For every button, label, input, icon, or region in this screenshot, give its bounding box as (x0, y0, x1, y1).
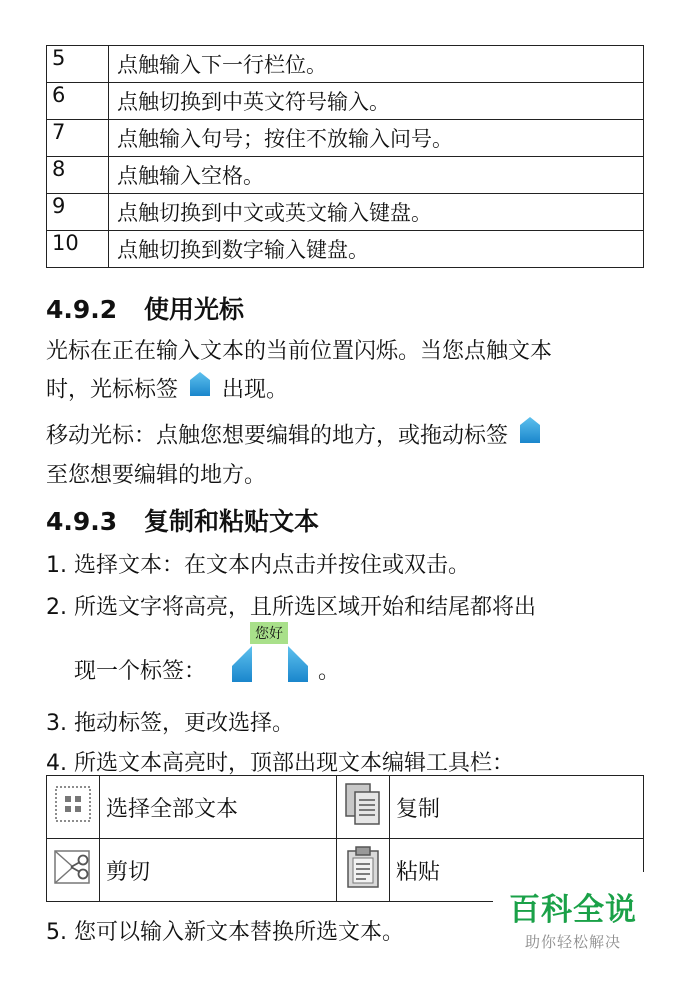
key-description: 点触输入下一行栏位。 (109, 46, 644, 83)
paragraph-text: 现一个标签： (74, 659, 207, 684)
toolbar-label: 粘贴 (390, 839, 644, 902)
step-4: 4. 所选文本高亮时，顶部出现文本编辑工具栏： (46, 751, 514, 776)
watermark-title: 百科全说 (509, 892, 637, 928)
table-row (47, 83, 644, 120)
table-row (47, 776, 644, 839)
key-number: 5 (47, 46, 109, 83)
paste-icon-cell (337, 839, 390, 902)
key-number: 7 (47, 120, 109, 157)
cursor-tab-icon (519, 416, 541, 457)
key-description: 点触输入空格。 (109, 157, 644, 194)
table-row (47, 194, 644, 231)
highlighted-text: 您好 (255, 626, 283, 642)
section-heading-copy (46, 502, 319, 538)
key-function-table (46, 45, 644, 268)
key-description: 点触切换到中文或英文输入键盘。 (109, 194, 644, 231)
step-2-end: 。 (318, 659, 341, 684)
move-cursor-paragraph (46, 416, 656, 495)
select-all-icon-cell (47, 776, 100, 839)
cut-icon-cell (47, 839, 100, 902)
paragraph-text: 时，光标标签 (46, 377, 179, 403)
step-1: 1. 选择文本：在文本内点击并按住或双击。 (46, 553, 470, 578)
section-number: 4.9.3 (46, 507, 118, 536)
table-row (47, 157, 644, 194)
watermark-logo (493, 872, 653, 952)
toolbar-label: 选择全部文本 (100, 776, 337, 839)
section-title: 复制和粘贴文本 (144, 507, 320, 536)
watermark-subtitle: 助你轻松解决 (524, 933, 621, 951)
copy-icon-cell (337, 776, 390, 839)
selection-start-tab-icon (232, 646, 252, 682)
key-number: 10 (47, 231, 109, 268)
key-number: 6 (47, 83, 109, 120)
table-row (47, 231, 644, 268)
key-description: 点触切换到数字输入键盘。 (109, 231, 644, 268)
toolbar-label: 剪切 (100, 839, 337, 902)
select-all-icon (54, 785, 92, 823)
selection-end-tab-icon (288, 646, 308, 682)
section-heading-cursor (46, 290, 244, 326)
table-row (47, 120, 644, 157)
step-5: 5. 您可以输入新文本替换所选文本。 (46, 920, 404, 945)
step-3: 3. 拖动标签，更改选择。 (46, 711, 294, 736)
clipboard-icon (345, 845, 381, 889)
step-2-continuation (74, 654, 206, 685)
table-row (47, 46, 644, 83)
section-number: 4.9.2 (46, 295, 118, 324)
key-description: 点触输入句号；按住不放输入问号。 (109, 120, 644, 157)
toolbar-label: 复制 (390, 776, 644, 839)
section-title: 使用光标 (144, 295, 245, 324)
paragraph-text: 光标在正在输入文本的当前位置闪烁。当您点触文本 (46, 339, 553, 364)
cursor-paragraph (46, 333, 656, 410)
step-2: 2. 所选文字将高亮，且所选区域开始和结尾都将出 (46, 595, 536, 620)
cursor-tab-icon (189, 371, 211, 410)
copy-icon (344, 782, 382, 826)
paragraph-text: 至您想要编辑的地方。 (46, 463, 267, 488)
paragraph-text: 出现。 (222, 377, 289, 403)
selection-tabs-illustration (230, 622, 310, 690)
paragraph-text: 移动光标：点触您想要编辑的地方，或拖动标签 (46, 423, 509, 449)
key-number: 8 (47, 157, 109, 194)
scissors-icon (53, 847, 93, 887)
key-description: 点触切换到中英文符号输入。 (109, 83, 644, 120)
key-number: 9 (47, 194, 109, 231)
